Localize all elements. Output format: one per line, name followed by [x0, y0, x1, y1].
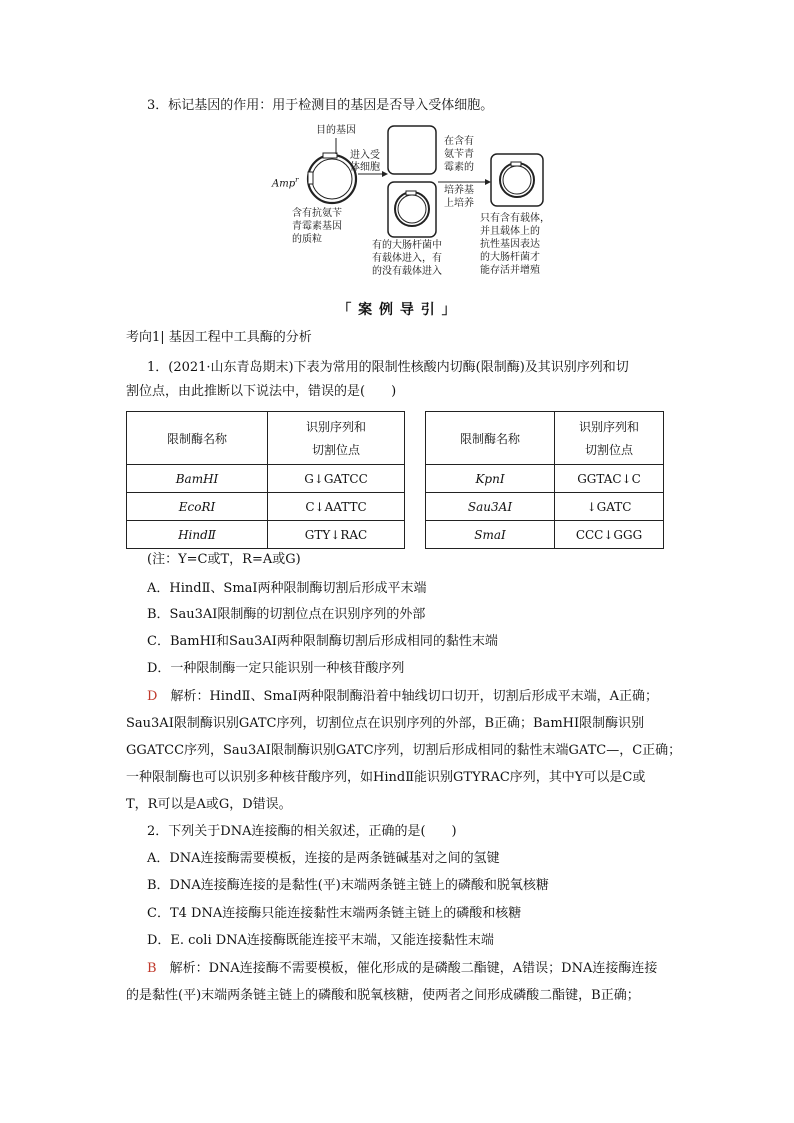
enzyme-sequence: GGTAC↓C [577, 471, 641, 486]
enzyme-sequence: C↓AATTC [305, 499, 367, 514]
ecoli-caption-1: 有的大肠杆菌中 [372, 240, 442, 251]
table-row [127, 521, 268, 549]
q2-expl-text-1: 解析：DNA连接酶不需要模板，催化形成的是磷酸二酯键，A错误；DNA连接酶连接 [169, 961, 658, 976]
medium-label-1: 在含有 [444, 136, 474, 147]
enzyme-name: Sau3AⅠ [467, 499, 513, 514]
plasmid-caption-3: 的质粒 [292, 234, 322, 245]
ecoli-caption-3: 的没有载体进入 [372, 266, 442, 277]
header-seq-line-2: 切割位点 [311, 443, 360, 457]
table-row [268, 521, 405, 549]
plasmid-caption-1: 含有抗氨苄 [292, 208, 342, 219]
q1-explanation-line-2: Sau3AⅠ限制酶识别GATC序列，切割位点在识别序列的外部，B正确；BamHⅠ限制酶识别 [126, 716, 645, 731]
enzyme-name: HindⅡ [178, 527, 216, 542]
topic-heading: 考向1| 基因工程中工具酶的分析 [126, 330, 312, 345]
table-row [426, 521, 555, 549]
q2-option-c: C．T4 DNA连接酶只能连接黏性末端两条链主链上的磷酸和核糖 [147, 906, 522, 921]
section-title: 「 案 例 导 引 」 [337, 302, 457, 318]
header-seq-line-1: 识别序列和 [305, 420, 366, 434]
q1-explanation-line-1 [147, 689, 658, 705]
result-caption-5: 能存活并增殖 [480, 265, 540, 276]
medium-label-2: 氨苄青 [444, 149, 474, 160]
table-row [268, 465, 405, 493]
result-caption-2: 并且载体上的 [480, 226, 540, 237]
table-header-seq-right [555, 412, 664, 465]
q2-option-a: A．DNA连接酶需要模板，连接的是两条链碱基对之间的氢键 [147, 851, 500, 866]
enzyme-name: KpnⅠ [475, 471, 505, 486]
medium-label-3: 霉素的 [444, 162, 474, 173]
q1-answer: D [147, 689, 158, 704]
q1-explanation-line-5: T，R可以是A或G，D错误。 [126, 797, 292, 812]
q2-option-b: B．DNA连接酶连接的是黏性(平)末端两条链主链上的磷酸和脱氧核糖 [147, 878, 549, 893]
enzyme-table [126, 411, 664, 549]
table-row [555, 521, 664, 549]
q2-explanation-line-1 [147, 961, 657, 977]
amp-text: Amp [272, 178, 296, 190]
table-header-name: 限制酶名称 [127, 412, 268, 465]
amp-superscript: r [295, 176, 299, 184]
table-row [127, 493, 268, 521]
enter-cell-label-1: 进入受 [350, 150, 380, 161]
enzyme-sequence: GTY↓RAC [304, 527, 368, 542]
table-row [268, 493, 405, 521]
header-seq-right-line-1: 识别序列和 [578, 420, 639, 434]
enter-cell-label-2: 体细胞 [350, 162, 380, 173]
q1-explanation-line-4: 一种限制酶也可以识别多种核苷酸序列，如HindⅡ能识别GTYRAC序列，其中Y可以是C或 [126, 770, 646, 785]
q1-option-c: C．BamHⅠ和Sau3AⅠ两种限制酶切割后形成相同的黏性末端 [147, 634, 498, 649]
header-seq-right-line-2: 切割位点 [584, 443, 633, 457]
q2-option-d: D．E. coli DNA连接酶既能连接平末端，又能连接黏性末端 [147, 933, 494, 948]
enzyme-name: EcoRⅠ [178, 499, 216, 514]
q1-option-d: D．一种限制酶一定只能识别一种核苷酸序列 [147, 661, 405, 676]
result-caption-4: 的大肠杆菌才 [480, 252, 540, 263]
q1-stem-line-1: 1．(2021·山东青岛期末)下表为常用的限制性核酸内切酶(限制酶)及其识别序列和切 [147, 360, 629, 375]
marker-gene-heading: 3．标记基因的作用：用于检测目的基因是否导入受体细胞。 [147, 98, 494, 113]
q2-explanation-line-2: 的是黏性(平)末端两条链主链上的磷酸和脱氧核糖，使两者之间形成磷酸二酯键，B正确； [126, 988, 640, 1003]
table-row [426, 493, 555, 521]
q1-stem-line-2: 割位点，由此推断以下说法中，错误的是( ) [126, 384, 397, 399]
table-row [127, 465, 268, 493]
plasmid-caption-2: 青霉素基因 [292, 221, 342, 232]
table-header-name-right: 限制酶名称 [426, 412, 555, 465]
table-row [426, 465, 555, 493]
q2-stem: 2．下列关于DNA连接酶的相关叙述，正确的是( ) [147, 824, 457, 839]
enzyme-name: BamHⅠ [175, 471, 219, 486]
q1-expl-text-1: 解析：HindⅡ、SmaⅠ两种限制酶沿着中轴线切口切开，切割后形成平末端，A正确； [170, 689, 658, 704]
table-gap [405, 412, 426, 549]
medium-label-4: 培养基 [444, 185, 474, 196]
result-caption-3: 抗性基因表达 [480, 239, 540, 250]
q1-option-b: B．Sau3AⅠ限制酶的切割位点在识别序列的外部 [147, 607, 426, 622]
table-row [555, 465, 664, 493]
enzyme-sequence: G↓GATCC [304, 471, 368, 486]
ecoli-caption-2: 有载体进入，有 [372, 253, 442, 264]
q1-note: (注：Y=C或T，R=A或G) [147, 552, 301, 567]
target-gene-label: 目的基因 [316, 125, 356, 136]
medium-label-5: 上培养 [444, 198, 474, 209]
table-header-seq [268, 412, 405, 465]
amp-label [272, 174, 298, 190]
enzyme-sequence: CCC↓GGG [575, 527, 643, 542]
result-caption-1: 只有含有载体， [480, 213, 550, 224]
q1-option-a: A．HindⅡ、SmaⅠ两种限制酶切割后形成平末端 [147, 581, 427, 596]
q1-explanation-line-3: GGATCC序列，Sau3AⅠ限制酶识别GATC序列，切割后形成相同的黏性末端GATC—，C正确； [126, 743, 682, 758]
table-row [555, 493, 664, 521]
q2-answer: B [147, 961, 157, 976]
enzyme-name: SmaⅠ [474, 527, 506, 542]
enzyme-sequence: ↓GATC [586, 499, 632, 514]
marker-gene-diagram [270, 124, 560, 289]
